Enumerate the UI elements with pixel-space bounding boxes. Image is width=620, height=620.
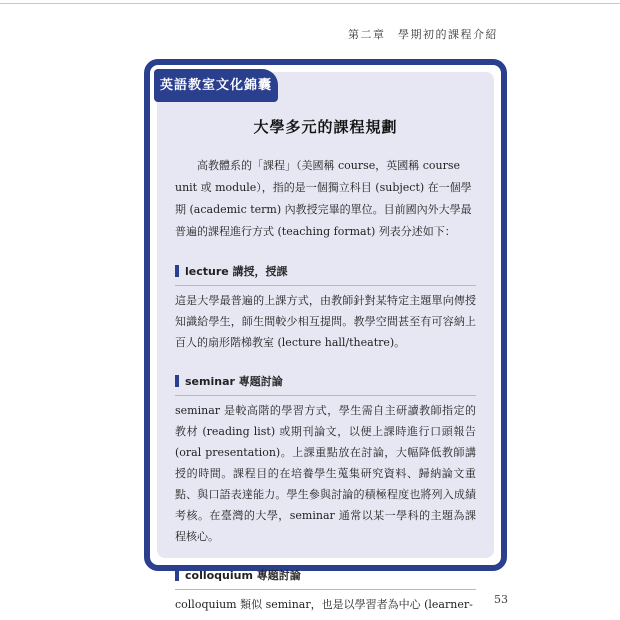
article <box>175 116 476 615</box>
running-header: 第二章 學期初的課程介紹 <box>348 28 498 41</box>
section-heading-text: seminar 專題討論 <box>185 375 283 388</box>
section-heading-lecture <box>175 257 476 286</box>
heading-marker <box>175 265 179 277</box>
page-number: 53 <box>494 593 508 606</box>
header-rule <box>0 3 620 4</box>
article-title: 大學多元的課程規劃 <box>253 118 398 136</box>
intro-paragraph: 高教體系的「課程」（美國稱 course，英國稱 course unit 或 module），指的是一個獨立科目 (subject) 在一個學期 (academic term) 內教授完畢的單位。目前國內外大學最普遍的課程進行方式 (teaching format) 列表分述如下： <box>175 159 472 238</box>
box-tab-label: 英語教室文化錦囊 <box>154 69 278 102</box>
section-body-colloquium: colloquium 類似 seminar，也是以學習者為中心 (learner- <box>175 598 473 611</box>
heading-marker <box>175 375 179 387</box>
culture-tips-inner <box>157 72 494 611</box>
section-heading-text: lecture 講授，授課 <box>185 265 288 278</box>
section-heading-colloquium <box>175 561 476 590</box>
section-heading-seminar <box>175 367 476 396</box>
section-body-lecture: 這是大學最普遍的上課方式，由教師針對某特定主題單向傳授知識給學生，師生間較少相互提問。教學空間甚至有可容納上百人的扇形階梯教室 (lecture hall/theatre)。 <box>175 294 476 349</box>
heading-marker <box>175 569 179 581</box>
section-heading-text: colloquium 專題討論 <box>185 569 301 582</box>
section-body-seminar: seminar 是較高階的學習方式，學生需自主研讀教師指定的教材 (reading list) 或期刊論文，以便上課時進行口頭報告 (oral presentation)。上課重點放在討論，大幅降低教師講授的時間。課程目的在培養學生蒐集研究資料、歸納論文重點、與口語表達能力。學生參與討論的積極程度也將列入成績考核。在臺灣的大學，seminar 通常以某一學科的主題為課程核心。 <box>175 404 476 543</box>
